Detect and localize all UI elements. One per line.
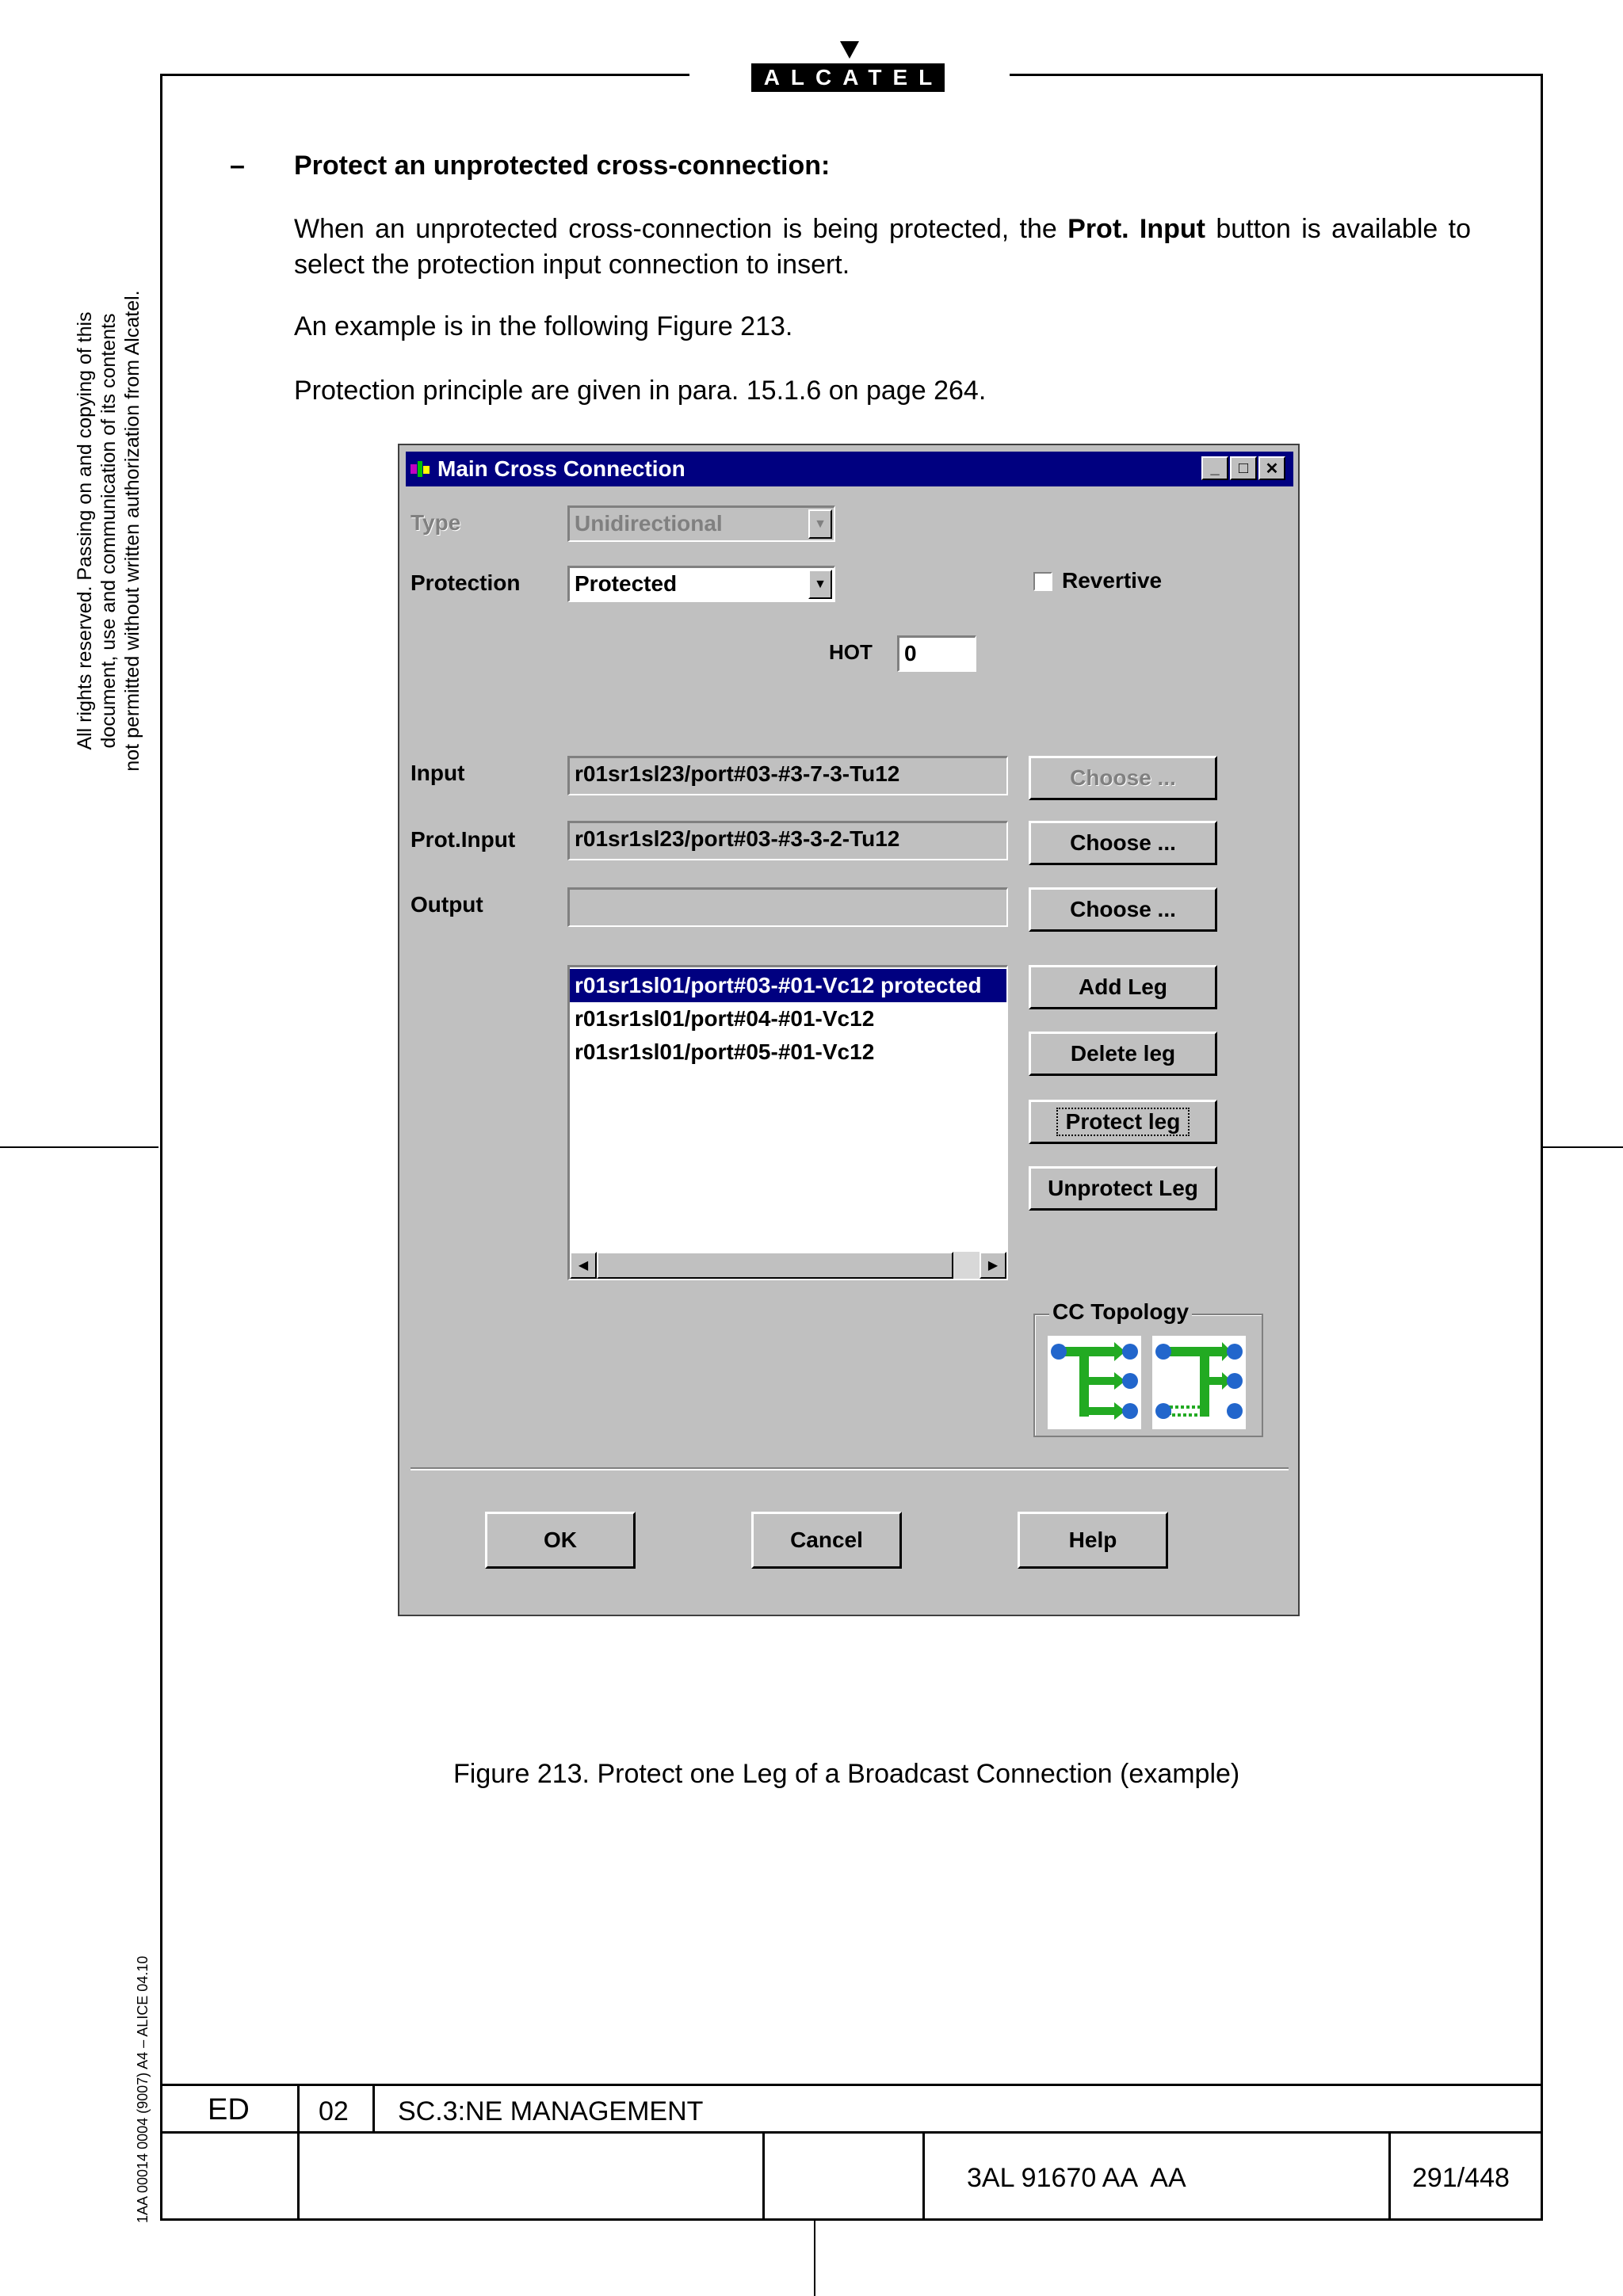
- scroll-right-icon[interactable]: ▶: [980, 1252, 1006, 1279]
- scroll-thumb[interactable]: [597, 1252, 953, 1279]
- copyright-line-3: not permitted without written authorization from Alcatel.: [121, 290, 143, 772]
- copyright-notice: [73, 254, 144, 808]
- maximize-button[interactable]: □: [1230, 456, 1257, 480]
- revertive-checkbox[interactable]: [1033, 572, 1052, 591]
- protection-label: Protection: [411, 570, 521, 595]
- add-leg-button[interactable]: Add Leg: [1029, 965, 1217, 1009]
- copyright-line-1: All rights reserved. Passing on and copying of this: [74, 311, 96, 750]
- bullet-dash: –: [230, 151, 245, 181]
- input-label: Input: [411, 761, 465, 785]
- help-button[interactable]: Help: [1018, 1512, 1168, 1569]
- logo-triangle-icon: [840, 41, 859, 59]
- footer-ed-value: 02: [319, 2096, 349, 2126]
- main-cross-connection-dialog: [398, 444, 1300, 1616]
- copyright-line-2: document, use and communication of its contents: [97, 313, 120, 749]
- dialog-title: Main Cross Connection: [437, 456, 685, 481]
- footer-col-2: [372, 2084, 375, 2133]
- type-label: Type: [411, 510, 461, 535]
- type-select: [567, 505, 835, 542]
- frame-top-left-line: [160, 74, 689, 76]
- crop-mark-left: [0, 1146, 158, 1148]
- footer-ed-label: ED: [208, 2093, 250, 2126]
- prot-input-field[interactable]: r01sr1sl23/port#03-#3-3-2-Tu12: [567, 821, 1008, 860]
- cc-topology-title: CC Topology: [1049, 1299, 1192, 1325]
- prot-input-choose-button[interactable]: Choose ...: [1029, 821, 1217, 865]
- legs-listbox[interactable]: [567, 965, 1008, 1280]
- prot-input-label: Prot.Input: [411, 827, 516, 852]
- footer-col-4: [922, 2131, 925, 2220]
- footer-doc-code: 3AL 91670 AA AA: [967, 2163, 1186, 2193]
- crop-mark-bottom: [814, 2220, 815, 2296]
- ok-button[interactable]: OK: [485, 1512, 636, 1569]
- paragraph-3: Protection principle are given in para. 15.1.6 on page 264.: [294, 376, 987, 406]
- close-button[interactable]: ✕: [1258, 456, 1285, 480]
- input-field[interactable]: r01sr1sl23/port#03-#3-7-3-Tu12: [567, 756, 1008, 795]
- footer-col-3: [762, 2131, 765, 2220]
- minimize-button[interactable]: _: [1201, 456, 1228, 480]
- protection-value: Protected: [575, 571, 678, 596]
- footer-bottom-line: [160, 2218, 1542, 2221]
- figure-caption: Figure 213. Protect one Leg of a Broadcast Connection (example): [453, 1759, 1240, 1789]
- dialog-titlebar[interactable]: [406, 452, 1293, 486]
- para1-text-a: When an unprotected cross-connection is being protected, the: [294, 214, 1068, 244]
- output-label: Output: [411, 892, 483, 917]
- para1-bold: Prot. Input: [1067, 214, 1205, 244]
- app-icon: [411, 461, 430, 477]
- footer-col-5: [1388, 2131, 1391, 2220]
- crop-mark-right: [1542, 1146, 1623, 1148]
- hot-label: HOT: [829, 640, 873, 664]
- dialog-separator: [411, 1467, 1289, 1470]
- footer-top-line: [160, 2084, 1542, 2086]
- output-field[interactable]: [567, 887, 1008, 927]
- cc-topology-group: [1033, 1299, 1263, 1437]
- section-heading: Protect an unprotected cross-connection:: [294, 151, 831, 181]
- para1-text-b: button is available to select the protection input connection to insert.: [294, 214, 1471, 280]
- paragraph-2: An example is in the following Figure 213.: [294, 311, 793, 341]
- frame-left-line: [160, 74, 162, 2221]
- leg-list-item[interactable]: r01sr1sl01/port#03-#01-Vc12 protected: [570, 969, 1006, 1002]
- type-dropdown-icon: ▼: [808, 509, 832, 539]
- leg-list-item[interactable]: r01sr1sl01/port#05-#01-Vc12: [575, 1039, 875, 1064]
- form-code: 1AA 00014 0004 (9007) A4 – ALICE 04.10: [135, 1955, 151, 2223]
- logo-text: ALCATEL: [751, 63, 945, 92]
- scroll-left-icon[interactable]: ◀: [570, 1252, 597, 1279]
- protect-leg-label: Protect leg: [1056, 1108, 1190, 1136]
- type-value: Unidirectional: [575, 511, 723, 536]
- revertive-label: Revertive: [1062, 568, 1163, 593]
- output-choose-button[interactable]: Choose ...: [1029, 887, 1217, 932]
- protection-dropdown-icon[interactable]: ▼: [808, 570, 832, 599]
- protect-leg-button[interactable]: [1029, 1100, 1217, 1144]
- footer-col-1: [297, 2084, 300, 2220]
- protection-select[interactable]: [567, 566, 835, 602]
- cancel-button[interactable]: Cancel: [751, 1512, 902, 1569]
- alcatel-logo: [750, 40, 946, 95]
- footer-mid-line: [160, 2131, 1542, 2134]
- topology-protected-icon[interactable]: [1152, 1336, 1246, 1429]
- frame-top-right-line: [1010, 74, 1542, 76]
- delete-leg-button[interactable]: Delete leg: [1029, 1032, 1217, 1076]
- footer-page-number: 291/448: [1412, 2163, 1510, 2193]
- footer-section-title: SC.3:NE MANAGEMENT: [398, 2096, 704, 2126]
- horizontal-scrollbar[interactable]: [570, 1252, 1006, 1279]
- unprotect-leg-button[interactable]: Unprotect Leg: [1029, 1166, 1217, 1211]
- input-choose-button[interactable]: Choose ...: [1029, 756, 1217, 800]
- leg-list-item[interactable]: r01sr1sl01/port#04-#01-Vc12: [575, 1006, 875, 1031]
- paragraph-1: [294, 212, 1471, 283]
- topology-broadcast-icon[interactable]: [1048, 1336, 1141, 1429]
- hot-field[interactable]: 0: [897, 635, 976, 672]
